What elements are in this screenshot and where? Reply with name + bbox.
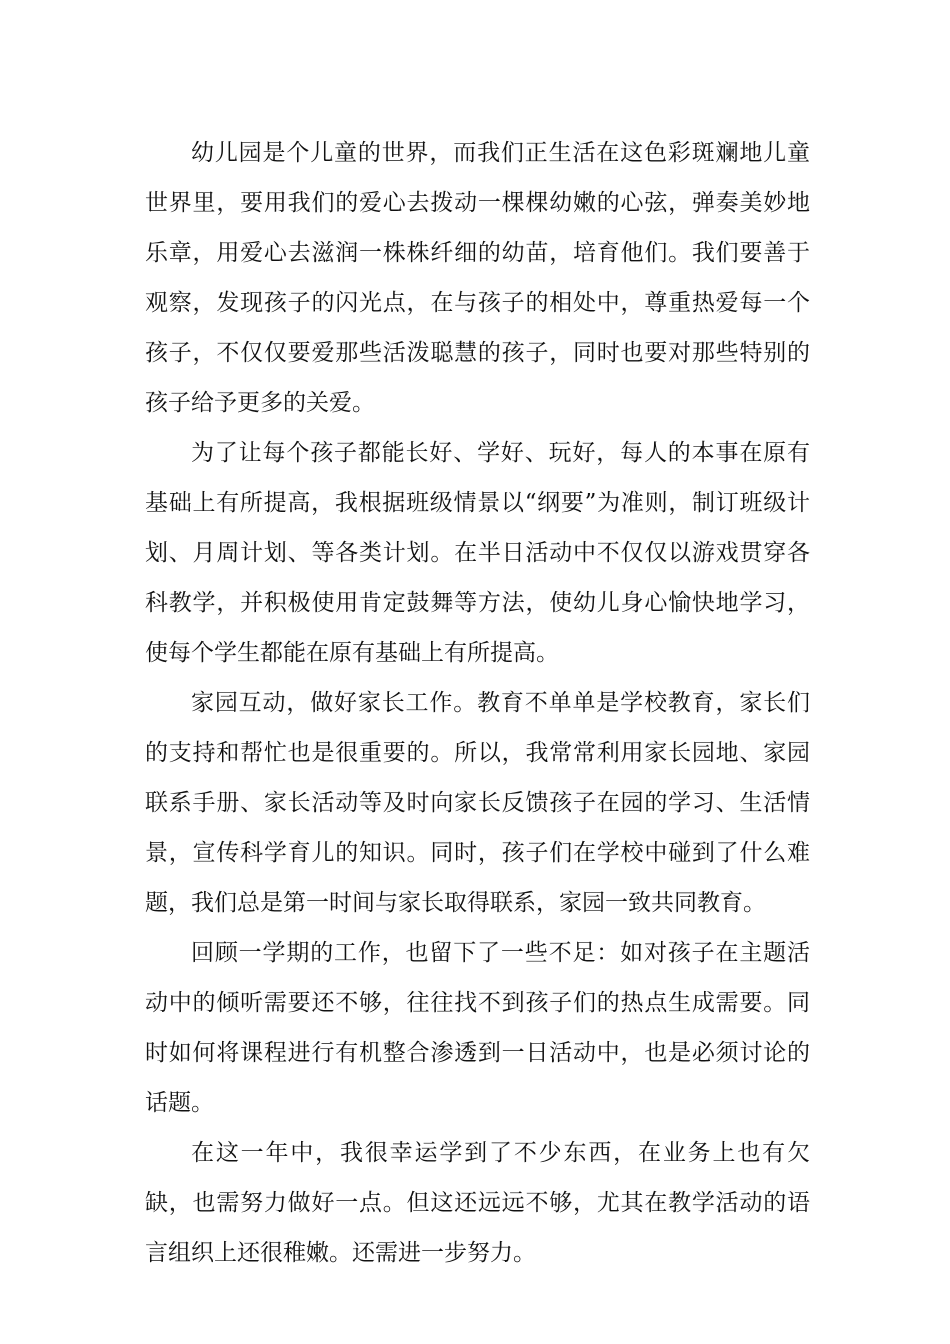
paragraph-2: 为了让每个孩子都能长好、学好、玩好，每人的本事在原有基础上有所提高，我根据班级情景以“纲要”为准则，制订班级计划、月周计划、等各类计划。在半日活动中不仅仅以游戏贯穿各科教学，并积极使用肯定鼓舞等方法，使幼儿身心愉快地学习，使每个学生都能在原有基础上有所提高。 <box>145 440 810 666</box>
paragraph-4: 回顾一学期的工作，也留下了一些不足：如对孩子在主题活动中的倾听需要还不够，往往找不到孩子们的热点生成需要。同时如何将课程进行有机整合渗透到一日活动中，也是必须讨论的话题。 <box>145 940 810 1116</box>
paragraph-1: 幼儿园是个儿童的世界，而我们正生活在这色彩斑斓地儿童世界里，要用我们的爱心去拨动一棵棵幼嫩的心弦，弹奏美妙地乐章，用爱心去滋润一株株纤细的幼苗，培育他们。我们要善于观察，发现孩子的闪光点，在与孩子的相处中，尊重热爱每一个孩子，不仅仅要爱那些活泼聪慧的孩子，同时也要对那些特别的孩子给予更多的关爱。 <box>145 140 810 416</box>
paragraph-3: 家园互动，做好家长工作。教育不单单是学校教育，家长们的支持和帮忙也是很重要的。所以，我常常利用家长园地、家园联系手册、家长活动等及时向家长反馈孩子在园的学习、生活情景，宣传科学育儿的知识。同时，孩子们在学校中碰到了什么难题，我们总是第一时间与家长取得联系，家园一致共同教育。 <box>145 690 810 916</box>
paragraph-5: 在这一年中，我很幸运学到了不少东西，在业务上也有欠缺，也需努力做好一点。但这还远远不够，尤其在教学活动的语言组织上还很稚嫩。还需进一步努力。 <box>145 1140 810 1266</box>
document-body <box>145 128 810 1278</box>
